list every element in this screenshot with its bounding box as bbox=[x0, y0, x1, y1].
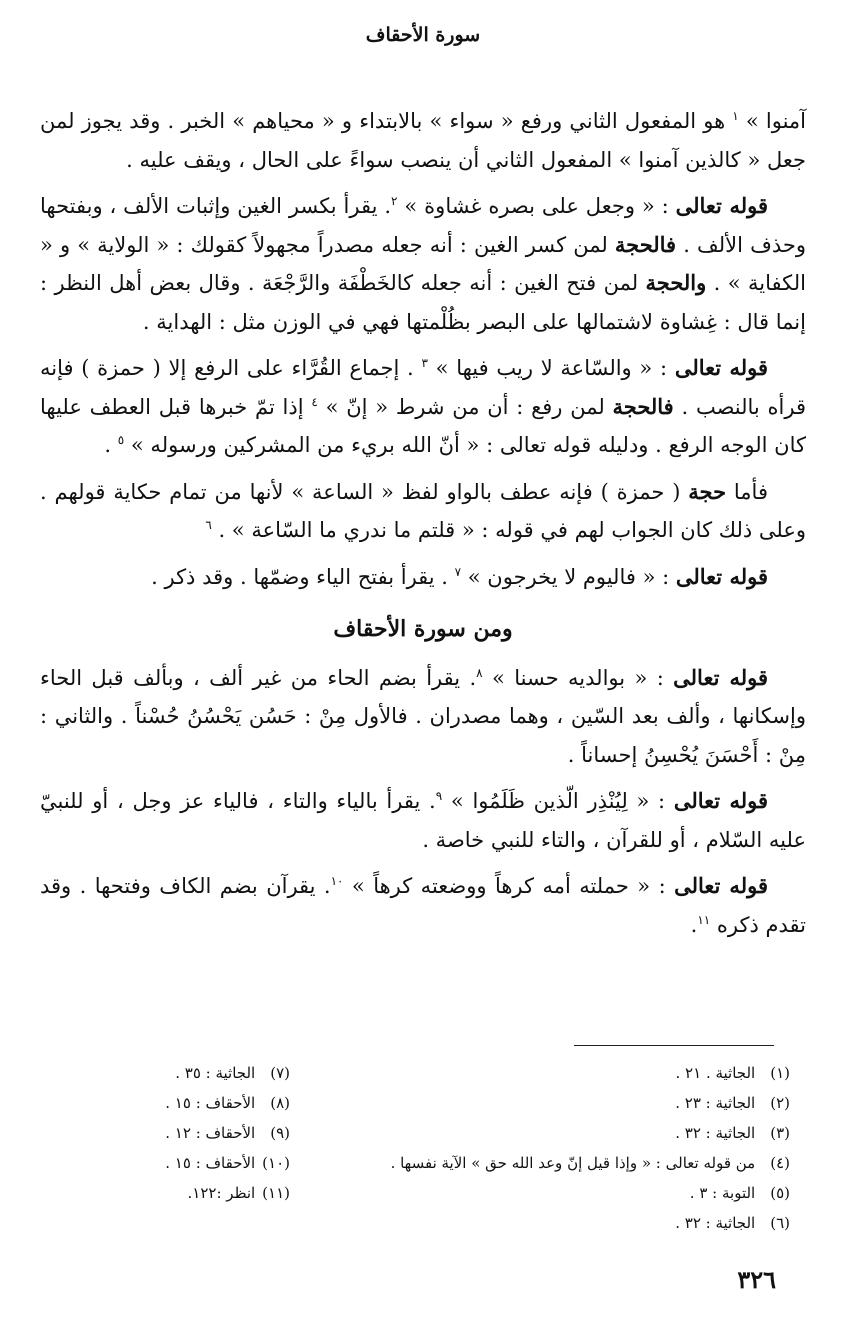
footnote-ref: ٢ bbox=[391, 194, 398, 208]
footnote bbox=[360, 1058, 790, 1088]
footnote-text: التوبة : ٣ . bbox=[689, 1184, 756, 1202]
text-run: . يقرأ بكسر الغين وإثبات الألف ، وبفتحها وحذف الألف . bbox=[40, 194, 806, 257]
footnote bbox=[100, 1178, 290, 1208]
footnote bbox=[360, 1208, 790, 1238]
footnote-ref: ١١ bbox=[697, 912, 711, 927]
paragraph bbox=[40, 349, 806, 465]
footnote-number: (٣) bbox=[770, 1124, 790, 1142]
footnote-ref: ١٠ bbox=[330, 874, 344, 888]
paragraphs-after-section bbox=[40, 659, 806, 945]
footnote bbox=[100, 1088, 290, 1118]
text-run: ( حمزة ) فإنه عطف بالواو لفظ « الساعة » لأنها من تمام حكاية قولهم . وعلى ذلك كان الجواب لهم في قوله : « قلتم ما ندري ما السّاعة » . bbox=[40, 479, 806, 542]
footnote-text: الأحقاف : ١٥ . bbox=[165, 1094, 256, 1112]
footnote-number: (٨) bbox=[270, 1094, 290, 1112]
text-run: لمن فتح الغين : أنه جعله كالخَطْفَة والرَّجْعَة . وقال بعض أهل النظر : إنما قال : غِشاوة لاشتمالها على البصر بظُلْمتها فهي في الوزن مثل : الهداية . bbox=[40, 271, 806, 334]
footnote-ref: ٨ bbox=[476, 665, 483, 680]
footnote-number: (١٠) bbox=[262, 1154, 290, 1172]
text-run: . bbox=[104, 433, 118, 457]
text-run: : « والسّاعة لا ريب فيها » bbox=[427, 356, 675, 380]
footnote-ref: ٤ bbox=[311, 394, 318, 409]
footnotes-column-right bbox=[360, 1058, 790, 1238]
footnote-ref: ٦ bbox=[205, 518, 212, 532]
text-run: . يقرأ بفتح الياء وضمّها . وقد ذكر . bbox=[151, 564, 455, 589]
text-run: لمن رفع : أن من شرط « إنّ » bbox=[317, 394, 613, 419]
footnote-text: الجاثية . ٢١ . bbox=[675, 1064, 756, 1082]
footnote bbox=[100, 1118, 290, 1148]
keyword: والحجة bbox=[645, 270, 707, 295]
text-run: . يقرأ بضم الحاء من غير ألف ، وبألف قبل الحاء وإسكانها ، وألف بعد السّين ، وهما مصدران . فالأول مِنْ : حَسُن يَحْسُنُ حُسْناً . والثاني : مِنْ : أَحْسَنَ يُحْسِنُ إحساناً . bbox=[40, 665, 806, 767]
keyword: قوله تعالى bbox=[675, 563, 768, 589]
footnote-ref: ٧ bbox=[454, 564, 462, 579]
text-run: لمن كسر الغين : أنه جعله مصدراً مجهولاً كقولك : « الولاية » و « الكفاية » . bbox=[40, 232, 806, 295]
footnote-number: (٧) bbox=[270, 1064, 290, 1082]
paragraph bbox=[40, 558, 806, 597]
text-run: فأما bbox=[726, 479, 768, 504]
footnote-text: الأحقاف : ١٢ . bbox=[165, 1124, 256, 1142]
footnote-ref: ١ bbox=[732, 109, 739, 123]
text-run: . إجماع القُرَّاء على الرفع إلا ( حمزة ) فإنه قرأه بالنصب . bbox=[40, 356, 806, 419]
paragraph bbox=[40, 659, 806, 775]
main-text bbox=[40, 102, 806, 952]
text-run: آمنوا » bbox=[738, 109, 806, 133]
section-heading: ومن سورة الأحقاف bbox=[333, 616, 513, 642]
footnote-text: انظر :١٢٢. bbox=[187, 1184, 256, 1202]
footnote-number: (٦) bbox=[770, 1214, 790, 1232]
footnote-ref: ٣ bbox=[421, 356, 428, 370]
paragraph bbox=[40, 102, 806, 179]
footnote-number: (٩) bbox=[270, 1124, 290, 1142]
footnote bbox=[360, 1118, 790, 1148]
footnote bbox=[100, 1148, 290, 1178]
footnote-number: (٥) bbox=[770, 1184, 790, 1202]
footnote bbox=[100, 1058, 290, 1088]
text-run: : « وجعل على بصره غشاوة » bbox=[397, 194, 676, 218]
footnote bbox=[360, 1178, 790, 1208]
footnote-text: الأحقاف : ١٥ . bbox=[165, 1154, 256, 1172]
footnote-text: الجاثية : ٣٢ . bbox=[675, 1214, 756, 1232]
keyword: قوله تعالى bbox=[673, 788, 769, 813]
page-header-title: سورة الأحقاف bbox=[365, 24, 481, 46]
footnote-divider bbox=[574, 1045, 774, 1046]
footnote-number: (١) bbox=[770, 1064, 790, 1082]
footnotes-column-left bbox=[100, 1058, 290, 1208]
footnote-number: (٤) bbox=[770, 1154, 790, 1172]
footnote-ref: ٩ bbox=[435, 789, 443, 803]
text-run: . bbox=[690, 912, 698, 937]
text-run: : « فاليوم لا يخرجون » bbox=[461, 564, 676, 589]
footnote-ref: ٥ bbox=[117, 433, 125, 447]
text-run: إذا تمّ خبرها قبل العطف عليها كان الوجه الرفع . ودليله قوله تعالى : « أنّ الله بريء من المشركين ورسوله » bbox=[40, 394, 806, 457]
footnote bbox=[360, 1088, 790, 1118]
footnote-text: الجاثية : ٢٣ . bbox=[675, 1094, 756, 1112]
keyword: فالحجة bbox=[612, 393, 674, 419]
keyword: فالحجة bbox=[614, 231, 677, 257]
text-run: : « لِيُنْذِر الّذين ظَلَمُوا » bbox=[442, 789, 674, 813]
keyword: قوله تعالى bbox=[675, 193, 768, 218]
text-run: . يقرأ بالياء والتاء ، فالياء عز وجل ، أو للنبيّ عليه السّلام ، أو للقرآن ، والتاء للنبي خاصة . bbox=[40, 789, 806, 852]
paragraph bbox=[40, 782, 806, 859]
footnote-text: الجاثية : ٣٥ . bbox=[175, 1064, 256, 1082]
text-run: : « حملته أمه كرهاً ووضعته كرهاً » bbox=[343, 874, 675, 898]
keyword: قوله تعالى bbox=[674, 355, 768, 380]
keyword: حجة bbox=[688, 478, 727, 504]
paragraph bbox=[40, 187, 806, 341]
keyword: قوله تعالى bbox=[674, 873, 768, 898]
footnote-number: (١١) bbox=[262, 1184, 290, 1202]
page-number: ٣٢٦ bbox=[737, 1265, 776, 1294]
keyword: قوله تعالى bbox=[673, 664, 768, 690]
footnote bbox=[360, 1148, 790, 1178]
text-run: : « بوالديه حسنا » bbox=[482, 665, 674, 690]
text-run: هو المفعول الثاني ورفع « سواء » بالابتداء و « محياهم » الخبر . وقد يجوز لمن جعل « كالذين آمنوا » المفعول الثاني أن ينصب سواءً على الحال ، ويقف عليه . bbox=[40, 109, 806, 172]
paragraph bbox=[40, 867, 806, 944]
paragraphs-before-section bbox=[40, 102, 806, 596]
footnote-number: (٢) bbox=[770, 1094, 790, 1112]
text-run: . يقرآن بضم الكاف وفتحها . وقد تقدم ذكره bbox=[40, 874, 806, 937]
footnote-text: الجاثية : ٣٢ . bbox=[675, 1124, 756, 1142]
paragraph bbox=[40, 473, 806, 550]
footnote-text: من قوله تعالى : « وإذا قيل إنّ وعد الله حق » الآية نفسها . bbox=[390, 1154, 756, 1172]
